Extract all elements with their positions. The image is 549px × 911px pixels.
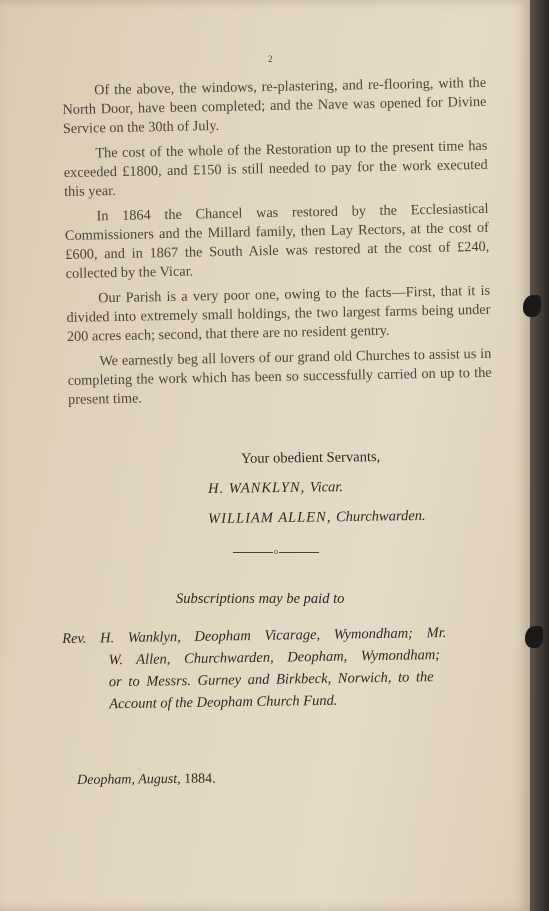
section-divider [233,548,319,556]
dateline-place: Deopham, August, [77,771,181,788]
letter-body [62,74,492,416]
signatory-role: Churchwarden. [335,507,426,526]
divider-mark: o [274,547,278,556]
signatory-name: WILLIAM ALLEN, [208,509,332,527]
divider-line [233,552,273,553]
dateline-year: 1884. [184,771,216,787]
page-number: 2 [268,54,273,64]
subscriptions-heading: Subscriptions may be paid to [176,591,345,607]
book-edge [530,0,549,911]
divider-line [279,552,319,553]
paragraph-restoration-cost: The cost of the whole of the Restoration up to the present time has exceeded £1800, and £150 is still needed to pay for the work executed this year. [63,137,488,200]
subscriptions-line: Account of the Deopham Church Fund. [109,692,338,713]
binding-clip [523,295,541,317]
signatory-name: H. WANKLYN, [208,479,306,497]
binding-clip [525,626,543,648]
dateline [77,772,216,789]
subscriptions-line: Rev. H. Wanklyn, Deopham Vicarage, Wymondham; Mr. [62,624,447,647]
subscriptions-line: W. Allen, Churchwarden, Deopham, Wymondham; [108,647,441,669]
subscriptions-details [62,621,493,716]
paragraph-appeal: We earnestly beg all lovers of our grand old Churches to assist us in completing the work which has been so successfully carried on up to the present time. [67,345,492,408]
signature-vicar [208,479,343,498]
closing-salutation: Your obedient Servants, [241,449,381,467]
signatory-role: Vicar. [309,479,344,496]
subscriptions-line: or to Messrs. Gurney and Birkbeck, Norwich, to the [108,669,434,691]
signature-churchwarden [208,508,426,528]
paragraph-restoration-progress: Of the above, the windows, re-plastering, and re-flooring, with the North Door, have been completed; and the Nave was opened for Divine Service on the 30th of July. [62,74,487,137]
paragraph-chancel-history: In 1864 the Chancel was restored by the Ecclesiastical Commissioners and the Millard family, then Lay Rectors, at the cost of £600, and in 1867 the South Aisle was restored at the cost of £240, collected by the Vicar. [64,200,490,282]
paragraph-parish-poverty: Our Parish is a very poor one, owing to the facts—First, that it is divided into extremely small holdings, the two largest farms being under 200 acres each; second, that there are no resident gentry. [66,282,491,345]
